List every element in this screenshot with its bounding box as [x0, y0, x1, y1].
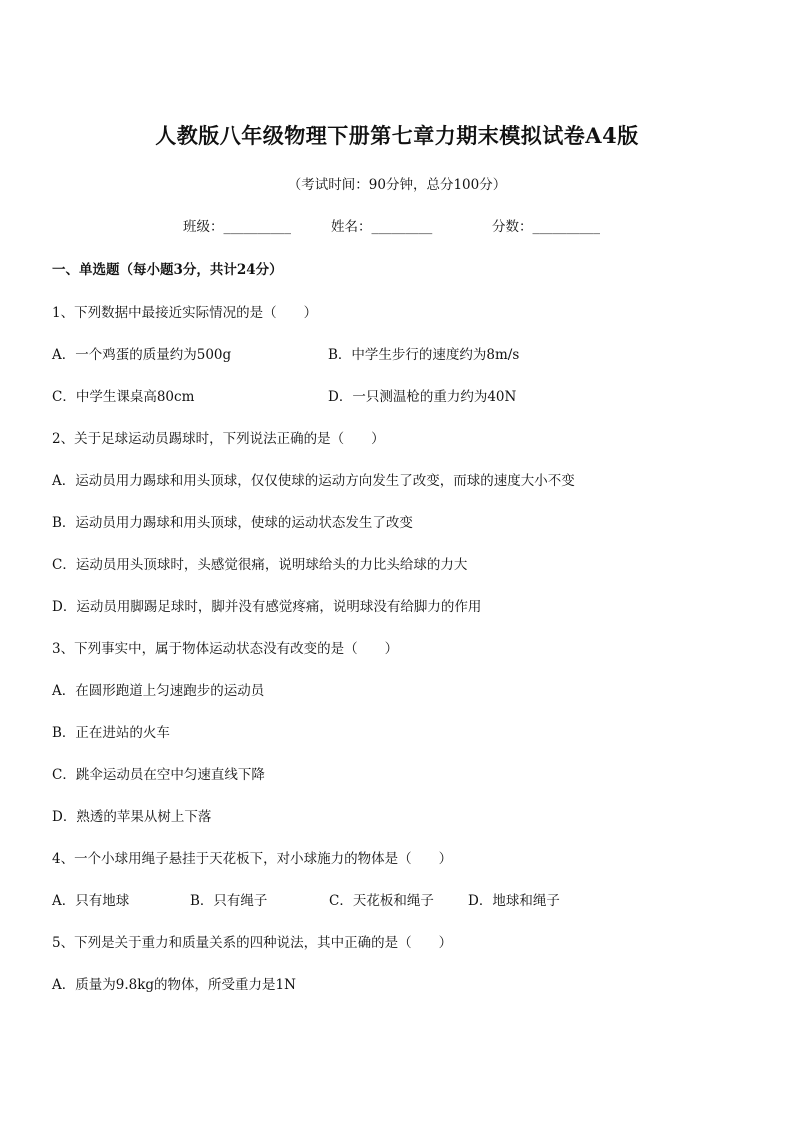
question-3-stem: 3、下列事实中，属于物体运动状态没有改变的是（ ） — [52, 641, 399, 657]
question-1-option-d[interactable]: D．一只测温枪的重力约为40N — [328, 389, 517, 405]
question-3-option-a[interactable]: A．在圆形跑道上匀速跑步的运动员 — [52, 683, 265, 699]
score-field[interactable]: 分数：__________ — [492, 219, 600, 235]
question-5-option-a[interactable]: A．质量为9.8kg的物体，所受重力是1N — [52, 977, 296, 993]
question-4-option-b[interactable]: B．只有绳子 — [190, 893, 268, 909]
question-1-option-b[interactable]: B．中学生步行的速度约为8m/s — [328, 347, 520, 363]
question-3-option-d[interactable]: D．熟透的苹果从树上下落 — [52, 809, 212, 825]
question-4-option-a[interactable]: A．只有地球 — [52, 893, 130, 909]
question-2-option-d[interactable]: D．运动员用脚踢足球时，脚并没有感觉疼痛，说明球没有给脚力的作用 — [52, 599, 482, 615]
question-2-option-c[interactable]: C．运动员用头顶球时，头感觉很痛，说明球给头的力比头给球的力大 — [52, 557, 468, 573]
question-2-option-a[interactable]: A．运动员用力踢球和用头顶球，仅仅使球的运动方向发生了改变，而球的速度大小不变 — [52, 473, 575, 489]
exam-subtitle: （考试时间：90分钟，总分100分） — [287, 177, 507, 193]
class-field[interactable]: 班级：__________ — [183, 219, 291, 235]
question-1-stem: 1、下列数据中最接近实际情况的是（ ） — [52, 305, 318, 321]
question-2-option-b[interactable]: B．运动员用力踢球和用头顶球，使球的运动状态发生了改变 — [52, 515, 413, 531]
name-field[interactable]: 姓名：_________ — [331, 219, 433, 235]
section-heading: 一、单选题（每小题3分，共计24分） — [52, 262, 283, 278]
question-4-stem: 4、一个小球用绳子悬挂于天花板下，对小球施力的物体是（ ） — [52, 851, 453, 867]
question-3-option-b[interactable]: B．正在进站的火车 — [52, 725, 170, 741]
question-5-stem: 5、下列是关于重力和质量关系的四种说法，其中正确的是（ ） — [52, 935, 453, 951]
question-3-option-c[interactable]: C．跳伞运动员在空中匀速直线下降 — [52, 767, 265, 783]
question-1-option-c[interactable]: C．中学生课桌高80cm — [52, 389, 195, 405]
question-2-stem: 2、关于足球运动员踢球时，下列说法正确的是（ ） — [52, 431, 385, 447]
question-4-option-c[interactable]: C．天花板和绳子 — [329, 893, 434, 909]
exam-title: 人教版八年级物理下册第七章力期末模拟试卷A4版 — [155, 123, 639, 148]
question-4-option-d[interactable]: D．地球和绳子 — [468, 893, 560, 909]
question-1-option-a[interactable]: A．一个鸡蛋的质量约为500g — [52, 347, 232, 363]
